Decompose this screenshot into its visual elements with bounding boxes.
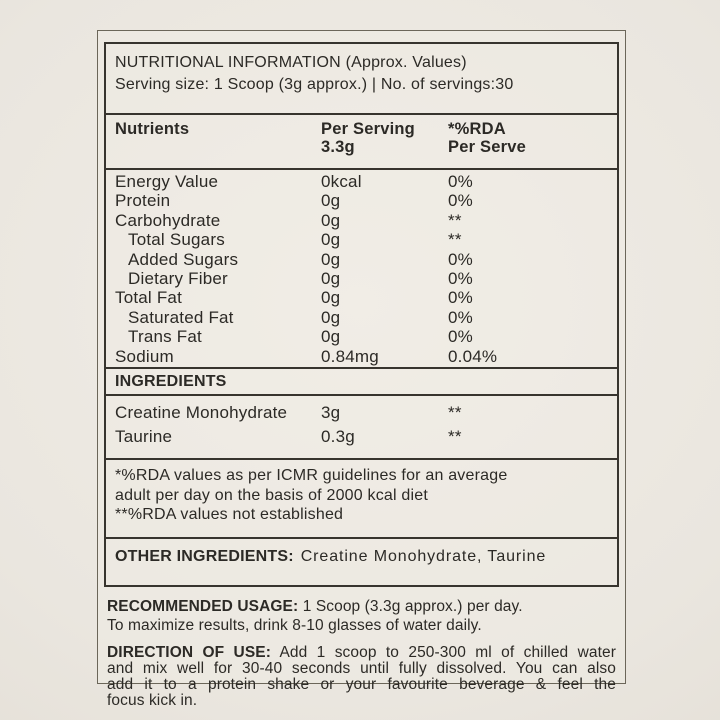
nutrient-rda: ** [448,210,462,230]
table-row [106,250,617,269]
nutrient-per-serving: 0g [321,307,341,327]
table-row [106,425,617,449]
table-row [106,401,617,425]
column-header-per-serving: Per Serving 3.3g [321,120,415,156]
table-row [106,288,617,307]
other-ingredients-label: OTHER INGREDIENTS: [115,548,294,565]
table-row [106,211,617,230]
nutrient-rda: 0% [448,191,473,211]
ingredient-rows-section [106,396,617,460]
table-row [106,327,617,346]
table-row [106,269,617,288]
direction-line1 [107,645,616,661]
direction-of-use-block [107,645,616,709]
direction-text: Add 1 scoop to 250-300 ml of chilled water [279,644,616,661]
other-ingredients-row [106,539,617,585]
nutrient-name: Added Sugars [128,249,239,269]
column-header-rda: *%RDA Per Serve [448,120,526,156]
table-row [106,230,617,249]
nutrient-per-serving: 0kcal [321,172,362,191]
nutrient-rda: 0% [448,172,473,191]
rda-footnote [106,460,617,539]
label-outer-border [97,30,626,709]
ingredient-rda: ** [448,426,462,446]
nutrient-rda: ** [448,230,462,250]
table-row [106,347,617,366]
ingredient-per-serving: 0.3g [321,426,355,446]
recommended-usage-line1 [107,597,616,616]
ingredient-rda: ** [448,403,462,422]
nutrient-name: Carbohydrate [115,210,221,230]
ingredient-per-serving: 3g [321,403,341,422]
other-ingredients-value: Creatine Monohydrate, Taurine [300,548,547,565]
nutrient-per-serving: 0g [321,230,341,250]
recommended-usage-block [107,597,616,635]
nutrient-name: Total Sugars [128,230,225,250]
table-row [106,191,617,210]
direction-line2: and mix well for 30-40 seconds until fully dissolved. You can also [107,659,616,677]
nutrient-rows-section [106,170,617,369]
nutrient-rda: 0% [448,288,473,308]
ingredient-name: Taurine [115,426,173,446]
serving-size-line: Serving size: 1 Scoop (3g approx.) | No. of servings:30 [115,75,514,93]
rda-footnote-line: *%RDA values as per ICMR guidelines for an average [115,467,508,484]
nutrient-rda: 0% [448,307,473,327]
nutrition-title: NUTRITIONAL INFORMATION (Approx. Values) [115,54,467,71]
ingredients-heading: INGREDIENTS [106,369,617,396]
nutrient-rda: 0% [448,269,473,289]
nutrient-per-serving: 0g [321,249,341,269]
nutrition-header [106,44,617,115]
nutrient-per-serving: 0g [321,269,341,289]
nutrient-name: Protein [115,191,171,211]
ingredient-name: Creatine Monohydrate [115,403,288,422]
nutrient-name: Energy Value [115,172,219,191]
nutrient-name: Sodium [115,346,174,366]
nutrient-rda: 0% [448,249,473,269]
nutrient-rda: 0% [448,327,473,347]
nutrient-name: Trans Fat [128,327,202,347]
table-row [106,308,617,327]
nutrient-name: Dietary Fiber [128,269,228,289]
recommended-usage-text: 1 Scoop (3.3g approx.) per day. [302,598,523,615]
nutrient-per-serving: 0g [321,327,341,347]
nutrient-per-serving: 0.84mg [321,346,379,366]
nutrient-per-serving: 0g [321,191,341,211]
nutrient-per-serving: 0g [321,210,341,230]
table-row [106,172,617,191]
rda-footnote-line: adult per day on the basis of 2000 kcal diet [115,486,429,504]
nutrient-name: Total Fat [115,288,182,308]
column-header-row [106,115,617,170]
direction-line4: focus kick in. [107,691,198,709]
nutrient-name: Saturated Fat [128,307,234,327]
nutrient-rda: 0.04% [448,346,498,366]
direction-line3: add it to a protein shake or your favourite beverage & feel the [107,675,616,693]
nutrient-per-serving: 0g [321,288,341,308]
nutrition-facts-table [104,42,619,587]
recommended-usage-label: RECOMMENDED USAGE: [107,598,299,615]
direction-of-use-label: DIRECTION OF USE: [107,644,271,661]
column-header-nutrients: Nutrients [115,120,190,138]
recommended-usage-line2: To maximize results, drink 8-10 glasses of water daily. [107,617,482,634]
rda-footnote-line: **%RDA values not established [115,506,344,523]
